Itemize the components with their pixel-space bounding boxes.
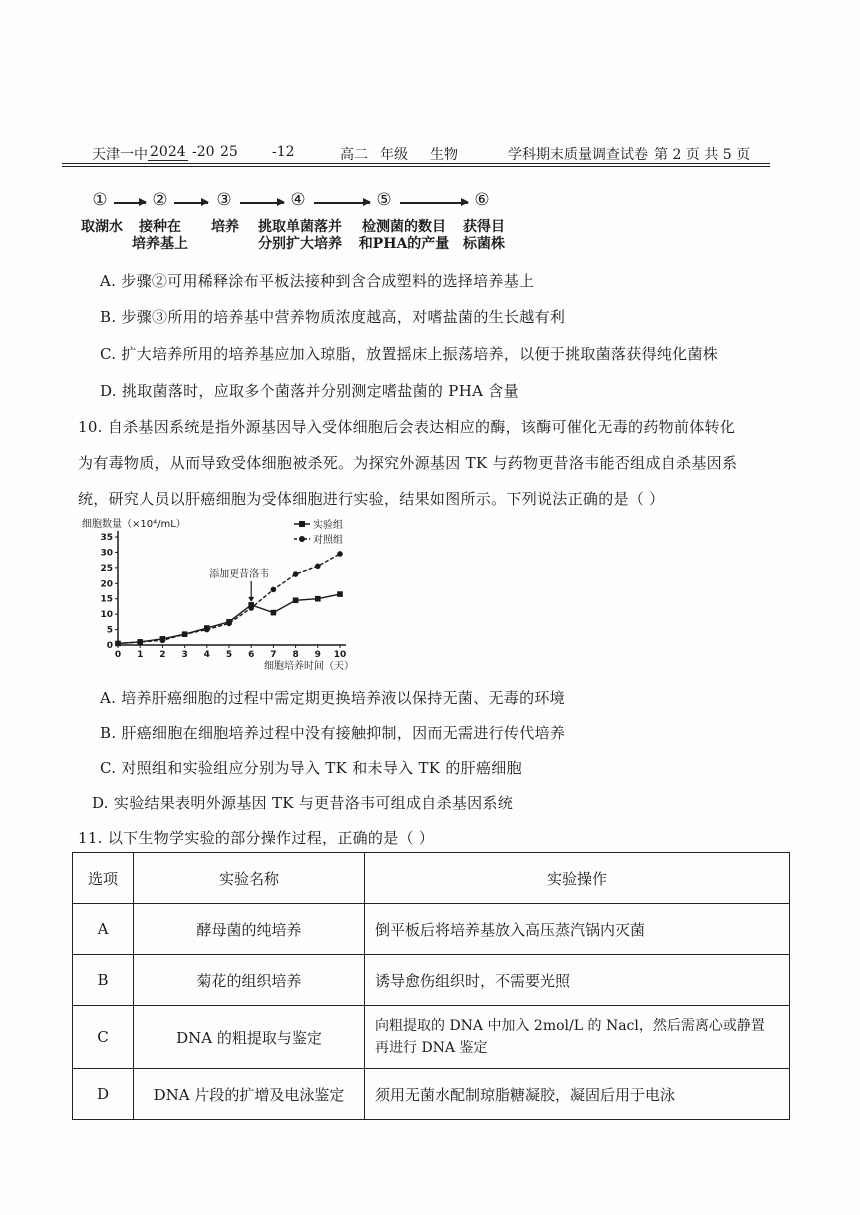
x-tick-label: 9 [314, 650, 321, 660]
header-grade-label: 年级 [380, 147, 408, 163]
header-grade: 高二 [340, 147, 368, 163]
x-tick-label: 8 [292, 650, 299, 660]
header-year-prefix: 20 [150, 144, 168, 160]
header-subject: 生物 [430, 147, 458, 163]
step-2-number: ② [152, 190, 168, 210]
q9-option-d: D. 挑取菌落时，应取多个菌落并分别测定嗜盐菌的 PHA 含量 [100, 382, 519, 400]
x-tick-label: 7 [270, 650, 277, 660]
q10-option-a: A. 培养肝癌细胞的过程中需定期更换培养液以保持无菌、无毒的环境 [100, 689, 565, 707]
x-tick-label: 3 [181, 650, 188, 660]
data-point-control [271, 587, 277, 593]
data-point-experimental [271, 610, 277, 616]
chart-annotation [209, 567, 269, 602]
step-6-label-line-2: 标菌株 [463, 236, 505, 252]
header-year-start [148, 144, 188, 161]
flow-arrow [314, 202, 370, 204]
operation-text: 诱导愈伤组织时，不需要光照 [375, 971, 571, 990]
x-tick-label: 2 [159, 650, 166, 660]
table-cell-option: A [73, 904, 134, 955]
table-cell-name: 菊花的组织培养 [134, 955, 365, 1006]
legend-marker-control [299, 536, 305, 542]
data-point-control [137, 639, 143, 645]
step-4-label-line-2: 分别扩大培养 [258, 236, 342, 252]
step-1-number: ① [92, 190, 108, 210]
data-point-control [248, 605, 254, 611]
table-header-name: 实验名称 [134, 853, 365, 904]
annotation-label: 添加更昔洛韦 [209, 569, 270, 580]
chart-ticks [100, 533, 346, 660]
table-cell-option: D [73, 1069, 134, 1120]
step-5-label [356, 219, 452, 253]
table-row [73, 1069, 790, 1120]
page-header [62, 144, 770, 164]
step-3-label [205, 219, 245, 236]
q10-option-d: D. 实验结果表明外源基因 TK 与更昔洛韦可组成自杀基因系统 [92, 794, 514, 812]
y-tick-label: 30 [100, 548, 113, 559]
step-2-label-line-2: 培养基上 [132, 236, 188, 252]
table-cell-option: B [73, 955, 134, 1006]
step-1-label [80, 219, 124, 236]
flow-arrow [174, 202, 208, 204]
table-header-row [73, 853, 790, 904]
step-6-label [462, 219, 506, 253]
flow-arrow [114, 202, 146, 204]
q10-stem-line-2: 为有毒物质，从而导致受体细胞被杀死。为探究外源基因 TK 与药物更昔洛韦能否组成自杀基因系 [78, 454, 738, 472]
step-5-label-line-1: 检测菌的数目 [362, 219, 446, 235]
q10-option-c: C. 对照组和实验组应分别为导入 TK 和未导入 TK 的肝癌细胞 [100, 759, 522, 777]
data-point-control [315, 564, 321, 570]
q11-stem: 11. 以下生物学实验的部分操作过程，正确的是（ ） [78, 829, 435, 847]
step-2-label [128, 219, 192, 253]
table-cell-name: DNA 的粗提取与鉴定 [134, 1006, 365, 1069]
step-3-label-line-1: 培养 [211, 219, 239, 235]
data-point-control [160, 638, 166, 644]
series-line-control [118, 554, 340, 643]
data-point-control [226, 621, 232, 627]
data-point-control [115, 641, 121, 647]
operation-text: 倒平板后将培养基放入高压蒸汽锅内灭菌 [375, 920, 646, 939]
header-rule [62, 166, 770, 167]
cell-count-line-chart [78, 515, 368, 675]
step-6-label-line-1: 获得目 [463, 219, 505, 235]
header-year-1: 24 [167, 144, 186, 160]
legend-marker-experimental [299, 521, 305, 527]
data-point-experimental [315, 596, 321, 602]
chart-legend [294, 518, 343, 546]
table-cell-operation [365, 955, 790, 1006]
header-year-sep: -20 [192, 144, 215, 160]
table-row [73, 955, 790, 1006]
chart-axes [118, 531, 346, 645]
x-tick-label: 4 [203, 650, 210, 660]
data-point-control [204, 627, 210, 633]
q9-option-b: B. 步骤③所用的培养基中营养物质浓度越高，对嗜盐菌的生长越有利 [100, 308, 566, 326]
legend-label-experimental: 实验组 [313, 520, 343, 531]
header-school: 天津一中 [92, 147, 148, 163]
chart-series [115, 551, 343, 646]
x-tick-label: 10 [333, 650, 347, 660]
q9-option-a: A. 步骤②可用稀释涂布平板法接种到含合成塑料的选择培养基上 [100, 272, 535, 290]
table-cell-operation [365, 1069, 790, 1120]
header-month: -12 [272, 144, 295, 160]
legend-label-control: 对照组 [313, 535, 343, 546]
table-row [73, 904, 790, 955]
step-1-label-line-1: 取湖水 [81, 219, 123, 235]
header-year-2: 25 [220, 144, 238, 160]
step-4-label-line-1: 挑取单菌落并 [258, 219, 342, 235]
header-exam-title: 学科期末质量调查试卷 [508, 147, 648, 163]
table-row [73, 1006, 790, 1069]
y-tick-label: 15 [100, 594, 113, 605]
q11-table [72, 852, 790, 1120]
table-cell-operation [365, 904, 790, 955]
operation-text-line-2: 再进行 DNA 鉴定 [375, 1040, 488, 1056]
operation-text: 须用无菌水配制琼脂糖凝胶，凝固后用于电泳 [375, 1085, 676, 1104]
step-5-label-line-2: 和PHA的产量 [358, 236, 450, 252]
series-line-experimental [118, 594, 340, 643]
step-6-number: ⑥ [474, 190, 490, 210]
table-header-operation: 实验操作 [365, 853, 790, 904]
step-4-label [254, 219, 346, 253]
step-3-number: ③ [216, 190, 232, 210]
chart-y-axis-label: 细胞数量（×10⁴/mL） [82, 519, 186, 530]
table-cell-name: DNA 片段的扩增及电泳鉴定 [134, 1069, 365, 1120]
data-point-control [337, 551, 343, 557]
y-tick-label: 0 [106, 641, 113, 651]
header-rule [62, 163, 770, 164]
annotation-arrow-head [248, 597, 254, 602]
q10-stem-line-1: 10. 自杀基因系统是指外源基因导入受体细胞后会表达相应的酶，该酶可催化无毒的药物前体转化 [78, 418, 736, 436]
flow-arrow [240, 202, 284, 204]
data-point-experimental [293, 597, 299, 603]
y-tick-label: 25 [100, 563, 113, 574]
data-point-control [182, 631, 188, 637]
step-5-number: ⑤ [376, 190, 392, 210]
chart-x-axis-label: 细胞培养时间（天） [264, 661, 354, 672]
header-page-info: 第 2 页 共 5 页 [654, 147, 751, 163]
x-tick-label: 0 [114, 650, 122, 660]
table-cell-operation [365, 1006, 790, 1069]
table-cell-option: C [73, 1006, 134, 1069]
y-tick-label: 20 [100, 579, 113, 590]
operation-text-line-1: 向粗提取的 DNA 中加入 2mol/L 的 Nacl，然后需离心或静置 [375, 1018, 765, 1034]
table-cell-name: 酵母菌的纯培养 [134, 904, 365, 955]
y-tick-label: 5 [106, 625, 113, 636]
x-tick-label: 1 [137, 650, 144, 660]
y-tick-label: 10 [100, 610, 113, 621]
table-header-option: 选项 [73, 853, 134, 904]
flow-arrow [400, 202, 468, 204]
data-point-experimental [337, 591, 343, 597]
x-tick-label: 5 [225, 650, 233, 660]
y-tick-label: 35 [100, 533, 113, 543]
q9-option-c: C. 扩大培养所用的培养基应加入琼脂，放置摇床上振荡培养，以便于挑取菌落获得纯化菌株 [100, 345, 719, 363]
step-2-label-line-1: 接种在 [139, 219, 181, 235]
q10-stem-line-3: 统，研究人员以肝癌细胞为受体细胞进行实验，结果如图所示。下列说法正确的是（ ） [78, 490, 665, 508]
q10-option-b: B. 肝癌细胞在细胞培养过程中没有接触抑制，因而无需进行传代培养 [100, 724, 566, 742]
data-point-control [293, 571, 299, 577]
step-4-number: ④ [290, 190, 306, 210]
x-tick-label: 6 [248, 650, 255, 660]
